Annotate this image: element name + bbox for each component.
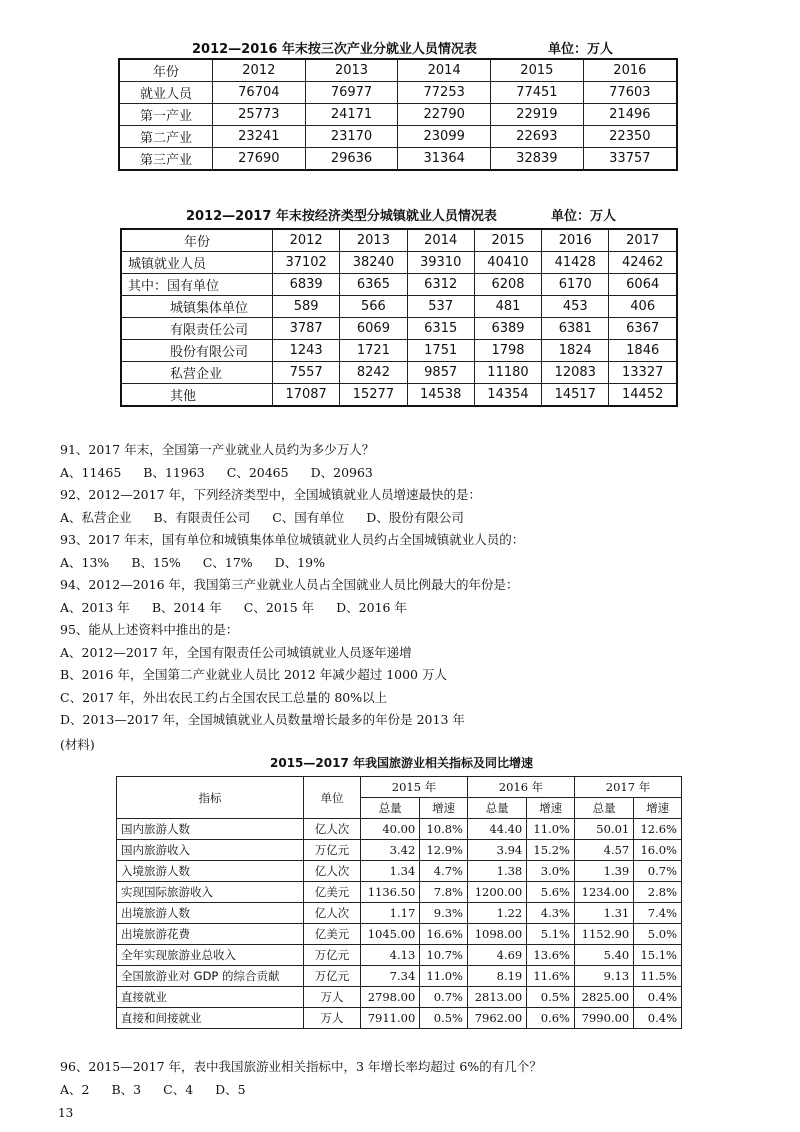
- table-cell: 7911.00: [361, 1008, 420, 1029]
- table-cell: 23241: [213, 126, 306, 148]
- table-cell: 2.8%: [634, 882, 682, 903]
- row-label: 入境旅游人数: [117, 861, 304, 882]
- table-cell: 27690: [213, 148, 306, 171]
- table-row: [117, 903, 682, 924]
- row-label: 第二产业: [119, 126, 213, 148]
- table-cell: 6839: [273, 274, 340, 296]
- table-cell: 77603: [583, 82, 677, 104]
- table-row: [119, 126, 677, 148]
- row-label: 直接就业: [117, 987, 304, 1008]
- table-cell: 1721: [340, 340, 407, 362]
- question-options: [60, 508, 486, 526]
- table-cell: 14354: [474, 384, 541, 407]
- row-label: 实现国际旅游收入: [117, 882, 304, 903]
- table-cell: 6389: [474, 318, 541, 340]
- question-96-options: [60, 1080, 268, 1098]
- table-cell: 0.4%: [634, 987, 682, 1008]
- table-header-row: [117, 777, 682, 798]
- table-cell: 12.9%: [420, 840, 468, 861]
- table-cell: 566: [340, 296, 407, 318]
- option: C、2015 年: [243, 599, 315, 615]
- table-cell: 33757: [583, 148, 677, 171]
- page-number: 13: [58, 1106, 74, 1120]
- table-cell: 14452: [609, 384, 677, 407]
- table-cell: 23099: [398, 126, 491, 148]
- header-total: 总量: [574, 798, 633, 819]
- table-cell: 17087: [273, 384, 340, 407]
- table-row: [117, 987, 682, 1008]
- option-line: A、2012—2017 年，全国有限责任公司城镇就业人员逐年递增: [60, 644, 412, 660]
- table-row: [117, 945, 682, 966]
- table-cell: 1234.00: [574, 882, 633, 903]
- table-cell: 31364: [398, 148, 491, 171]
- option: C、国有单位: [272, 509, 345, 525]
- unit-cell: 亿人次: [304, 861, 361, 882]
- option-line: C、2017 年，外出农民工约占全国农民工总量的 80%以上: [60, 689, 388, 705]
- table-cell: 6315: [407, 318, 474, 340]
- table-cell: 1.39: [574, 861, 633, 882]
- table-cell: 22919: [491, 104, 584, 126]
- option: A、私营企业: [60, 509, 132, 525]
- table-row: [121, 296, 677, 318]
- header-cell: 2013: [340, 229, 407, 252]
- table-cell: 1798: [474, 340, 541, 362]
- table-cell: 1136.50: [361, 882, 420, 903]
- table-cell: 11180: [474, 362, 541, 384]
- table-cell: 22693: [491, 126, 584, 148]
- option: D、20963: [310, 464, 373, 480]
- unit-cell: 亿人次: [304, 819, 361, 840]
- table-cell: 25773: [213, 104, 306, 126]
- table-cell: 11.0%: [420, 966, 468, 987]
- table-cell: 6069: [340, 318, 407, 340]
- header-cell: 2015: [474, 229, 541, 252]
- table-cell: 14538: [407, 384, 474, 407]
- header-growth: 增速: [527, 798, 575, 819]
- option: D、19%: [274, 554, 325, 570]
- table-cell: 4.13: [361, 945, 420, 966]
- option: B、有限责任公司: [153, 509, 251, 525]
- table-row: [121, 384, 677, 407]
- table-cell: 42462: [609, 252, 677, 274]
- table3-title: 2015—2017 年我国旅游业相关指标及同比增速: [270, 756, 533, 770]
- question-96-stem: 96、2015—2017 年，表中我国旅游业相关指标中，3 年增长率均超过 6%的有几个？: [60, 1059, 542, 1074]
- table3: [116, 776, 682, 1029]
- table-cell: 11.5%: [634, 966, 682, 987]
- row-label: 第三产业: [119, 148, 213, 171]
- header-cell: 2015: [491, 59, 584, 82]
- table-cell: 7.34: [361, 966, 420, 987]
- question-options: [60, 598, 429, 616]
- table-cell: 1243: [273, 340, 340, 362]
- option: B、2014 年: [151, 599, 222, 615]
- table-row: [117, 924, 682, 945]
- question-stem: 92、2012—2017 年，下列经济类型中，全国城镇就业人员增速最快的是：: [60, 487, 482, 502]
- row-label: 全年实现旅游业总收入: [117, 945, 304, 966]
- question-stem: 94、2012—2016 年，我国第三产业就业人员占全国就业人员比例最大的年份是：: [60, 577, 519, 592]
- header-growth: 增速: [420, 798, 468, 819]
- question-stem: 93、2017 年末，国有单位和城镇集体单位城镇就业人员约占全国城镇就业人员的：: [60, 532, 525, 547]
- table-cell: 453: [542, 296, 609, 318]
- table2: [120, 228, 678, 407]
- table-cell: 1.31: [574, 903, 633, 924]
- question-stem: 95、能从上述资料中推出的是：: [60, 622, 239, 637]
- header-total: 总量: [467, 798, 526, 819]
- row-label: 全国旅游业对 GDP 的综合贡献: [117, 966, 304, 987]
- table-cell: 1098.00: [467, 924, 526, 945]
- table-cell: 406: [609, 296, 677, 318]
- table-cell: 40410: [474, 252, 541, 274]
- material-note: (材料): [60, 737, 95, 752]
- row-label: 城镇集体单位: [121, 296, 273, 318]
- table-cell: 15277: [340, 384, 407, 407]
- row-label: 其他: [121, 384, 273, 407]
- header-year: 2017 年: [574, 777, 681, 798]
- table-cell: 15.2%: [527, 840, 575, 861]
- table-row: [121, 252, 677, 274]
- table-cell: 7557: [273, 362, 340, 384]
- header-cell: 2014: [407, 229, 474, 252]
- table-cell: 4.57: [574, 840, 633, 861]
- table-cell: 6170: [542, 274, 609, 296]
- table-cell: 6208: [474, 274, 541, 296]
- table-cell: 13.6%: [527, 945, 575, 966]
- row-label: 国内旅游人数: [117, 819, 304, 840]
- table-cell: 5.0%: [634, 924, 682, 945]
- row-label: 股份有限公司: [121, 340, 273, 362]
- table-cell: 11.6%: [527, 966, 575, 987]
- table-row: [117, 861, 682, 882]
- table-cell: 9.13: [574, 966, 633, 987]
- row-label: 国内旅游收入: [117, 840, 304, 861]
- header-total: 总量: [361, 798, 420, 819]
- table-cell: 2813.00: [467, 987, 526, 1008]
- header-unit: 单位: [304, 777, 361, 819]
- option: B、15%: [131, 554, 181, 570]
- row-label: 其中：国有单位: [121, 274, 273, 296]
- header-cell: 2016: [542, 229, 609, 252]
- question-stem: 91、2017 年末，全国第一产业就业人员约为多少万人？: [60, 442, 375, 457]
- header-cell: 2013: [305, 59, 398, 82]
- table-cell: 11.0%: [527, 819, 575, 840]
- table-cell: 23170: [305, 126, 398, 148]
- header-cell: 2012: [213, 59, 306, 82]
- header-cell: 年份: [119, 59, 213, 82]
- table-cell: 1824: [542, 340, 609, 362]
- table-cell: 4.3%: [527, 903, 575, 924]
- table-header-row: [119, 59, 677, 82]
- unit-cell: 万亿元: [304, 840, 361, 861]
- table-cell: 1200.00: [467, 882, 526, 903]
- header-cell: 年份: [121, 229, 273, 252]
- table-cell: 3.94: [467, 840, 526, 861]
- header-year: 2015 年: [361, 777, 468, 798]
- option: A、2: [60, 1082, 90, 1097]
- table-cell: 0.5%: [420, 1008, 468, 1029]
- row-label: 出境旅游花费: [117, 924, 304, 945]
- row-label: 第一产业: [119, 104, 213, 126]
- question-options: [60, 553, 347, 571]
- table-cell: 1.38: [467, 861, 526, 882]
- table-cell: 6367: [609, 318, 677, 340]
- header-year: 2016 年: [467, 777, 574, 798]
- table1-title-text: 2012—2016 年末按三次产业分就业人员情况表: [192, 42, 477, 57]
- table1: [118, 58, 678, 171]
- table-cell: 6381: [542, 318, 609, 340]
- option: D、股份有限公司: [366, 509, 464, 525]
- table-cell: 9857: [407, 362, 474, 384]
- unit-cell: 亿人次: [304, 903, 361, 924]
- table-cell: 3.0%: [527, 861, 575, 882]
- table-cell: 76704: [213, 82, 306, 104]
- table-cell: 39310: [407, 252, 474, 274]
- unit-cell: 万亿元: [304, 966, 361, 987]
- table-cell: 13327: [609, 362, 677, 384]
- option: D、2016 年: [336, 599, 407, 615]
- table-cell: 16.0%: [634, 840, 682, 861]
- table-cell: 50.01: [574, 819, 633, 840]
- table-cell: 589: [273, 296, 340, 318]
- header-cell: 2014: [398, 59, 491, 82]
- unit-cell: 亿美元: [304, 924, 361, 945]
- table-header-row: [121, 229, 677, 252]
- option: A、2013 年: [60, 599, 130, 615]
- unit-cell: 万人: [304, 1008, 361, 1029]
- table-cell: 2798.00: [361, 987, 420, 1008]
- table-cell: 5.1%: [527, 924, 575, 945]
- table-row: [117, 840, 682, 861]
- table-cell: 8.19: [467, 966, 526, 987]
- unit-cell: 亿美元: [304, 882, 361, 903]
- table-cell: 22350: [583, 126, 677, 148]
- table-cell: 6064: [609, 274, 677, 296]
- table-row: [117, 1008, 682, 1029]
- table-cell: 4.7%: [420, 861, 468, 882]
- question-options: [60, 463, 395, 481]
- table-cell: 481: [474, 296, 541, 318]
- table-cell: 41428: [542, 252, 609, 274]
- table-cell: 0.5%: [527, 987, 575, 1008]
- table-cell: 0.6%: [527, 1008, 575, 1029]
- row-label: 直接和间接就业: [117, 1008, 304, 1029]
- table-cell: 10.8%: [420, 819, 468, 840]
- table-cell: 44.40: [467, 819, 526, 840]
- row-label: 就业人员: [119, 82, 213, 104]
- table-cell: 21496: [583, 104, 677, 126]
- table2-title: 2012—2017 年末按经济类型分城镇就业人员情况表: [186, 209, 497, 224]
- table-cell: 76977: [305, 82, 398, 104]
- table-row: [117, 819, 682, 840]
- table-cell: 7990.00: [574, 1008, 633, 1029]
- table-cell: 24171: [305, 104, 398, 126]
- table-cell: 4.69: [467, 945, 526, 966]
- table-cell: 77451: [491, 82, 584, 104]
- table-cell: 3787: [273, 318, 340, 340]
- table2-unit: 单位：万人: [551, 209, 617, 224]
- table-cell: 12083: [542, 362, 609, 384]
- option: C、4: [163, 1082, 194, 1097]
- table-cell: 8242: [340, 362, 407, 384]
- table-row: [117, 966, 682, 987]
- table-cell: 10.7%: [420, 945, 468, 966]
- table-cell: 6365: [340, 274, 407, 296]
- table-cell: 29636: [305, 148, 398, 171]
- table-row: [119, 82, 677, 104]
- table-cell: 1.22: [467, 903, 526, 924]
- option: A、13%: [60, 554, 110, 570]
- table-row: [121, 274, 677, 296]
- unit-cell: 万人: [304, 987, 361, 1008]
- header-cell: 2012: [273, 229, 340, 252]
- table-cell: 5.40: [574, 945, 633, 966]
- table-cell: 7.8%: [420, 882, 468, 903]
- table-row: [117, 882, 682, 903]
- option-line: D、2013—2017 年，全国城镇就业人员数量增长最多的年份是 2013 年: [60, 712, 465, 727]
- header-indicator: 指标: [117, 777, 304, 819]
- table-cell: 1045.00: [361, 924, 420, 945]
- table-cell: 7962.00: [467, 1008, 526, 1029]
- table-cell: 7.4%: [634, 903, 682, 924]
- table-cell: 9.3%: [420, 903, 468, 924]
- row-label: 出境旅游人数: [117, 903, 304, 924]
- table-cell: 14517: [542, 384, 609, 407]
- table-cell: 2825.00: [574, 987, 633, 1008]
- table-cell: 0.7%: [634, 861, 682, 882]
- table-cell: 3.42: [361, 840, 420, 861]
- table-row: [121, 340, 677, 362]
- option: B、3: [111, 1082, 142, 1097]
- unit-cell: 万亿元: [304, 945, 361, 966]
- header-cell: 2017: [609, 229, 677, 252]
- table-cell: 537: [407, 296, 474, 318]
- header-cell: 2016: [583, 59, 677, 82]
- table-cell: 37102: [273, 252, 340, 274]
- option: B、11963: [143, 464, 205, 480]
- option: D、5: [215, 1082, 246, 1097]
- table-cell: 40.00: [361, 819, 420, 840]
- option: A、11465: [60, 464, 122, 480]
- table-row: [121, 362, 677, 384]
- table-cell: 15.1%: [634, 945, 682, 966]
- table-row: [119, 148, 677, 171]
- row-label: 城镇就业人员: [121, 252, 273, 274]
- table-cell: 5.6%: [527, 882, 575, 903]
- table-cell: 38240: [340, 252, 407, 274]
- table-row: [119, 104, 677, 126]
- table-cell: 16.6%: [420, 924, 468, 945]
- option: C、20465: [226, 464, 289, 480]
- table-cell: 6312: [407, 274, 474, 296]
- table-cell: 22790: [398, 104, 491, 126]
- row-label: 有限责任公司: [121, 318, 273, 340]
- table-cell: 0.4%: [634, 1008, 682, 1029]
- table1-title: [192, 38, 477, 57]
- table-cell: 1152.90: [574, 924, 633, 945]
- option: C、17%: [202, 554, 253, 570]
- table-cell: 12.6%: [634, 819, 682, 840]
- option-line: B、2016 年，全国第二产业就业人员比 2012 年减少超过 1000 万人: [60, 667, 447, 682]
- table-cell: 1.17: [361, 903, 420, 924]
- table-cell: 77253: [398, 82, 491, 104]
- table-cell: 1751: [407, 340, 474, 362]
- table1-unit: 单位：万人: [548, 42, 614, 57]
- table-cell: 32839: [491, 148, 584, 171]
- row-label: 私营企业: [121, 362, 273, 384]
- table-cell: 0.7%: [420, 987, 468, 1008]
- table-row: [121, 318, 677, 340]
- table-cell: 1846: [609, 340, 677, 362]
- header-growth: 增速: [634, 798, 682, 819]
- table-cell: 1.34: [361, 861, 420, 882]
